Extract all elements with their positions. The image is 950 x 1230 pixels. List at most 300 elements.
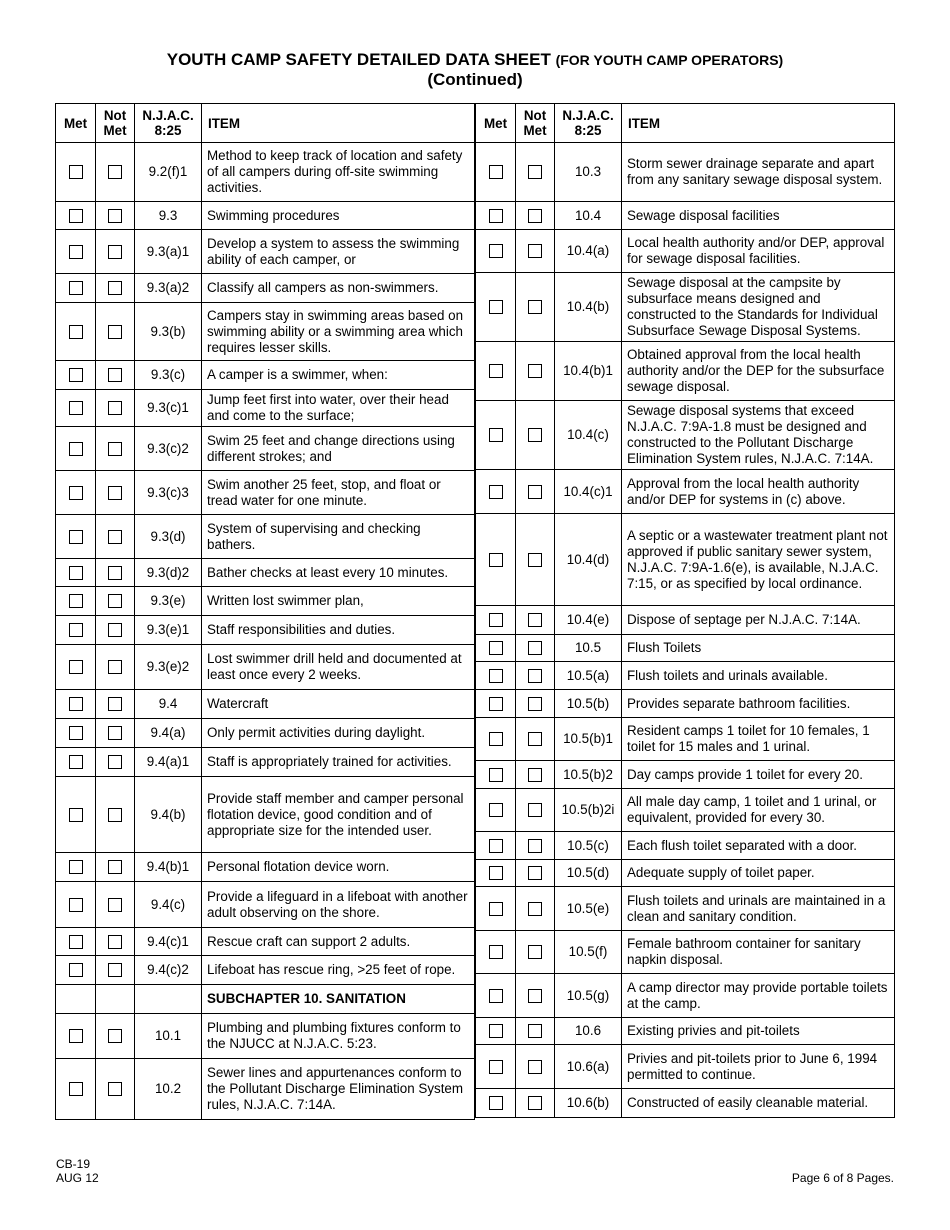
checklist-row	[476, 860, 895, 887]
met-checkbox[interactable]	[489, 732, 503, 746]
met-checkbox[interactable]	[69, 594, 83, 608]
code-cell: 10.4	[555, 202, 622, 230]
met-cell	[56, 559, 96, 587]
code-cell: 10.4(a)	[555, 230, 622, 273]
checklist-row	[56, 853, 475, 882]
checklist-row	[476, 789, 895, 832]
code-cell: 9.3(c)1	[135, 390, 202, 427]
not-met-cell	[96, 690, 135, 719]
met-checkbox[interactable]	[489, 989, 503, 1003]
met-checkbox[interactable]	[489, 669, 503, 683]
met-checkbox[interactable]	[69, 566, 83, 580]
code-header: N.J.A.C. 8:25	[135, 104, 202, 143]
met-checkbox[interactable]	[489, 613, 503, 627]
item-cell: Sewage disposal facilities	[622, 202, 895, 230]
met-checkbox[interactable]	[489, 768, 503, 782]
code-cell: 9.3(c)3	[135, 471, 202, 515]
met-cell	[56, 143, 96, 202]
not-met-checkbox[interactable]	[528, 732, 542, 746]
met-cell	[56, 928, 96, 956]
not-met-checkbox[interactable]	[108, 860, 122, 874]
code-cell: 9.3(d)2	[135, 559, 202, 587]
not-met-cell	[516, 1089, 555, 1118]
item-cell: Approval from the local health authority and/or DEP for systems in (c) above.	[622, 470, 895, 514]
met-cell	[476, 789, 516, 832]
item-cell: Obtained approval from the local health authority and/or the DEP for the subsurface sewage disposal.	[622, 342, 895, 401]
met-cell	[476, 887, 516, 931]
item-cell: Privies and pit-toilets prior to June 6, 1994 permitted to continue.	[622, 1045, 895, 1089]
not-met-checkbox[interactable]	[108, 486, 122, 500]
met-cell	[56, 587, 96, 616]
form-date: AUG 12	[56, 1171, 99, 1185]
not-met-cell	[516, 1018, 555, 1045]
item-cell: A septic or a wastewater treatment plant not approved if public sanitary sewer system, N.J.A.C. 7:9A-1.6(e), is available, N.J.A.C. 7:15, or as specified by local ordinance.	[622, 514, 895, 606]
met-checkbox[interactable]	[69, 623, 83, 637]
not-met-cell	[96, 274, 135, 303]
checklist-row	[56, 143, 475, 202]
not-met-checkbox[interactable]	[108, 623, 122, 637]
not-met-cell	[516, 761, 555, 789]
met-checkbox[interactable]	[69, 1082, 83, 1096]
code-cell: 10.4(d)	[555, 514, 622, 606]
item-cell: Campers stay in swimming areas based on swimming ability or a swimming area which requires lesser skills.	[202, 303, 475, 361]
not-met-checkbox[interactable]	[108, 1082, 122, 1096]
item-cell: Constructed of easily cleanable material.	[622, 1089, 895, 1118]
checklist-row	[56, 559, 475, 587]
met-checkbox[interactable]	[489, 300, 503, 314]
checklist-row	[56, 230, 475, 274]
not-met-cell	[96, 719, 135, 748]
met-checkbox[interactable]	[489, 485, 503, 499]
met-cell	[476, 761, 516, 789]
not-met-cell	[96, 390, 135, 427]
met-checkbox[interactable]	[489, 1060, 503, 1074]
not-met-cell	[516, 1045, 555, 1089]
code-cell: 10.6(b)	[555, 1089, 622, 1118]
item-cell: Swimming procedures	[202, 202, 475, 230]
met-checkbox[interactable]	[489, 1024, 503, 1038]
met-cell	[476, 342, 516, 401]
not-met-checkbox[interactable]	[108, 594, 122, 608]
code-cell: 9.3(e)	[135, 587, 202, 616]
not-met-cell	[96, 882, 135, 928]
not-met-checkbox[interactable]	[108, 281, 122, 295]
code-cell: 9.3(e)2	[135, 645, 202, 690]
not-met-cell	[516, 470, 555, 514]
met-checkbox[interactable]	[69, 165, 83, 179]
checklist-row	[476, 1089, 895, 1118]
not-met-checkbox[interactable]	[528, 1060, 542, 1074]
met-cell	[476, 202, 516, 230]
not-met-checkbox[interactable]	[528, 945, 542, 959]
not-met-checkbox[interactable]	[528, 428, 542, 442]
not-met-cell	[96, 471, 135, 515]
met-cell	[476, 1018, 516, 1045]
not-met-checkbox[interactable]	[108, 245, 122, 259]
met-cell	[56, 853, 96, 882]
item-cell: Adequate supply of toilet paper.	[622, 860, 895, 887]
checklist-row	[56, 1059, 475, 1120]
checklist-row	[56, 645, 475, 690]
title-continued: (Continued)	[427, 70, 523, 89]
checklist-row	[56, 748, 475, 777]
not-met-checkbox[interactable]	[528, 165, 542, 179]
item-cell: Flush Toilets	[622, 635, 895, 662]
met-checkbox[interactable]	[489, 902, 503, 916]
item-cell: Watercraft	[202, 690, 475, 719]
checklist-row	[476, 202, 895, 230]
not-met-cell	[516, 662, 555, 690]
met-checkbox[interactable]	[69, 898, 83, 912]
not-met-cell	[516, 401, 555, 470]
not-met-cell	[516, 202, 555, 230]
met-checkbox[interactable]	[489, 803, 503, 817]
not-met-checkbox[interactable]	[108, 697, 122, 711]
not-met-cell	[516, 789, 555, 832]
item-cell: Plumbing and plumbing fixtures conform to the NJUCC at N.J.A.C. 5:23.	[202, 1014, 475, 1059]
header-row	[476, 104, 895, 143]
met-checkbox[interactable]	[69, 860, 83, 874]
not-met-checkbox[interactable]	[528, 244, 542, 258]
met-checkbox[interactable]	[489, 697, 503, 711]
checklist-row	[56, 515, 475, 559]
code-cell: 9.3(e)1	[135, 616, 202, 645]
item-cell: Provides separate bathroom facilities.	[622, 690, 895, 718]
checklist-row	[476, 761, 895, 789]
not-met-checkbox[interactable]	[108, 165, 122, 179]
met-cell	[476, 718, 516, 761]
not-met-checkbox[interactable]	[108, 401, 122, 415]
header-row	[56, 104, 475, 143]
not-met-checkbox[interactable]	[528, 768, 542, 782]
not-met-checkbox[interactable]	[108, 1029, 122, 1043]
not-met-checkbox[interactable]	[528, 641, 542, 655]
code-cell: 10.5	[555, 635, 622, 662]
item-cell: Staff responsibilities and duties.	[202, 616, 475, 645]
met-cell	[476, 974, 516, 1018]
item-cell: Only permit activities during daylight.	[202, 719, 475, 748]
item-cell: A camp director may provide portable toilets at the camp.	[622, 974, 895, 1018]
code-cell: 10.3	[555, 143, 622, 202]
title-sub: (FOR YOUTH CAMP OPERATORS)	[555, 52, 784, 68]
met-checkbox[interactable]	[69, 726, 83, 740]
item-cell: Local health authority and/or DEP, approval for sewage disposal facilities.	[622, 230, 895, 273]
item-cell: Swim another 25 feet, stop, and float or tread water for one minute.	[202, 471, 475, 515]
checklist-row	[476, 887, 895, 931]
checklist-row	[476, 401, 895, 470]
met-checkbox[interactable]	[69, 401, 83, 415]
not-met-checkbox[interactable]	[108, 755, 122, 769]
not-met-checkbox[interactable]	[108, 808, 122, 822]
met-checkbox[interactable]	[69, 697, 83, 711]
code-cell: 10.5(d)	[555, 860, 622, 887]
item-cell: SUBCHAPTER 10. SANITATION	[202, 985, 475, 1014]
not-met-cell	[96, 427, 135, 471]
code-header: N.J.A.C. 8:25	[555, 104, 622, 143]
not-met-checkbox[interactable]	[528, 803, 542, 817]
item-cell: Day camps provide 1 toilet for every 20.	[622, 761, 895, 789]
item-cell: Existing privies and pit-toilets	[622, 1018, 895, 1045]
met-checkbox[interactable]	[69, 963, 83, 977]
met-header: Met	[56, 104, 96, 143]
code-cell: 9.3(b)	[135, 303, 202, 361]
not-met-checkbox[interactable]	[528, 1096, 542, 1110]
met-checkbox[interactable]	[69, 1029, 83, 1043]
not-met-checkbox[interactable]	[528, 553, 542, 567]
not-met-checkbox[interactable]	[108, 530, 122, 544]
not-met-checkbox[interactable]	[108, 660, 122, 674]
item-cell: Staff is appropriately trained for activities.	[202, 748, 475, 777]
not-met-checkbox[interactable]	[528, 364, 542, 378]
checklist-row	[476, 1018, 895, 1045]
met-checkbox[interactable]	[69, 486, 83, 500]
not-met-cell	[516, 230, 555, 273]
met-cell	[56, 274, 96, 303]
code-cell: 9.4(a)1	[135, 748, 202, 777]
code-cell: 9.4	[135, 690, 202, 719]
checklist-row	[476, 635, 895, 662]
not-met-cell	[516, 860, 555, 887]
not-met-cell	[96, 143, 135, 202]
not-met-checkbox[interactable]	[108, 566, 122, 580]
not-met-cell	[516, 342, 555, 401]
left-checklist-table	[55, 103, 475, 1120]
met-checkbox[interactable]	[489, 866, 503, 880]
not-met-cell	[96, 1059, 135, 1120]
item-header: ITEM	[622, 104, 895, 143]
item-cell: Sewer lines and appurtenances conform to the Pollutant Discharge Elimination System rules, N.J.A.C. 7:14A.	[202, 1059, 475, 1120]
code-cell: 9.4(a)	[135, 719, 202, 748]
checklist-row	[56, 616, 475, 645]
checklist-row	[56, 882, 475, 928]
met-cell	[476, 143, 516, 202]
checklist-row	[56, 1014, 475, 1059]
met-cell	[56, 985, 96, 1014]
not-met-checkbox[interactable]	[528, 697, 542, 711]
not-met-checkbox[interactable]	[108, 368, 122, 382]
not-met-checkbox[interactable]	[108, 935, 122, 949]
code-cell: 9.3(d)	[135, 515, 202, 559]
not-met-header: Not Met	[516, 104, 555, 143]
code-cell: 9.3(c)	[135, 361, 202, 390]
code-cell: 9.4(b)1	[135, 853, 202, 882]
not-met-cell	[96, 645, 135, 690]
item-cell: Dispose of septage per N.J.A.C. 7:14A.	[622, 606, 895, 635]
met-cell	[56, 645, 96, 690]
not-met-checkbox[interactable]	[108, 209, 122, 223]
item-cell: Flush toilets and urinals are maintained in a clean and sanitary condition.	[622, 887, 895, 931]
met-checkbox[interactable]	[489, 553, 503, 567]
code-cell: 9.2(f)1	[135, 143, 202, 202]
code-cell: 10.5(g)	[555, 974, 622, 1018]
checklist-row	[476, 230, 895, 273]
code-cell: 10.4(b)	[555, 273, 622, 342]
met-cell	[476, 832, 516, 860]
met-cell	[56, 882, 96, 928]
not-met-cell	[96, 303, 135, 361]
met-checkbox[interactable]	[69, 368, 83, 382]
checklist-row	[56, 690, 475, 719]
not-met-cell	[96, 748, 135, 777]
not-met-cell	[96, 230, 135, 274]
met-cell	[476, 931, 516, 974]
checklist-row	[476, 470, 895, 514]
checklist-row	[476, 690, 895, 718]
item-cell: Resident camps 1 toilet for 10 females, 1 toilet for 15 males and 1 urinal.	[622, 718, 895, 761]
checklist-row	[56, 587, 475, 616]
code-cell: 10.5(e)	[555, 887, 622, 931]
checklist-row	[56, 928, 475, 956]
code-cell: 9.4(b)	[135, 777, 202, 853]
code-cell: 10.6	[555, 1018, 622, 1045]
met-cell	[476, 514, 516, 606]
met-checkbox[interactable]	[489, 364, 503, 378]
not-met-cell	[516, 931, 555, 974]
met-cell	[476, 1045, 516, 1089]
met-checkbox[interactable]	[69, 245, 83, 259]
not-met-checkbox[interactable]	[108, 963, 122, 977]
not-met-checkbox[interactable]	[528, 989, 542, 1003]
not-met-checkbox[interactable]	[528, 839, 542, 853]
met-cell	[56, 427, 96, 471]
met-checkbox[interactable]	[489, 1096, 503, 1110]
left-rows	[56, 143, 475, 1120]
met-checkbox[interactable]	[489, 945, 503, 959]
met-checkbox[interactable]	[69, 209, 83, 223]
not-met-checkbox[interactable]	[528, 613, 542, 627]
met-checkbox[interactable]	[489, 839, 503, 853]
not-met-cell	[96, 928, 135, 956]
met-cell	[476, 606, 516, 635]
checklist-row	[476, 273, 895, 342]
met-checkbox[interactable]	[489, 641, 503, 655]
code-cell: 10.4(c)	[555, 401, 622, 470]
page-number: Page 6 of 8 Pages.	[791, 1171, 894, 1185]
met-cell	[476, 1089, 516, 1118]
item-cell: Lost swimmer drill held and documented at least once every 2 weeks.	[202, 645, 475, 690]
checklist-row	[476, 514, 895, 606]
item-cell: Female bathroom container for sanitary napkin disposal.	[622, 931, 895, 974]
met-cell	[476, 860, 516, 887]
not-met-cell	[516, 832, 555, 860]
title-main: YOUTH CAMP SAFETY DETAILED DATA SHEET	[166, 50, 551, 69]
not-met-cell	[516, 718, 555, 761]
met-checkbox[interactable]	[489, 165, 503, 179]
not-met-checkbox[interactable]	[108, 325, 122, 339]
met-cell	[476, 690, 516, 718]
item-header: ITEM	[202, 104, 475, 143]
code-cell: 10.4(e)	[555, 606, 622, 635]
met-cell	[476, 401, 516, 470]
checklist-row	[476, 931, 895, 974]
code-cell: 10.4(b)1	[555, 342, 622, 401]
right-rows	[476, 143, 895, 1118]
met-header: Met	[476, 104, 516, 143]
code-cell: 10.5(f)	[555, 931, 622, 974]
not-met-checkbox[interactable]	[108, 726, 122, 740]
code-cell: 9.3(a)2	[135, 274, 202, 303]
met-cell	[476, 662, 516, 690]
met-cell	[476, 273, 516, 342]
met-cell	[476, 230, 516, 273]
item-cell: System of supervising and checking bathers.	[202, 515, 475, 559]
met-checkbox[interactable]	[489, 428, 503, 442]
item-cell: Rescue craft can support 2 adults.	[202, 928, 475, 956]
met-checkbox[interactable]	[69, 660, 83, 674]
not-met-cell	[96, 361, 135, 390]
not-met-checkbox[interactable]	[528, 209, 542, 223]
code-cell: 10.5(c)	[555, 832, 622, 860]
not-met-checkbox[interactable]	[528, 902, 542, 916]
met-cell	[56, 616, 96, 645]
section-heading-row	[56, 985, 475, 1014]
not-met-checkbox[interactable]	[108, 442, 122, 456]
not-met-cell	[516, 635, 555, 662]
met-checkbox[interactable]	[69, 442, 83, 456]
not-met-checkbox[interactable]	[108, 898, 122, 912]
met-checkbox[interactable]	[489, 244, 503, 258]
not-met-checkbox[interactable]	[528, 300, 542, 314]
met-cell	[56, 719, 96, 748]
code-cell: 9.3	[135, 202, 202, 230]
code-cell: 9.4(c)	[135, 882, 202, 928]
not-met-checkbox[interactable]	[528, 866, 542, 880]
met-checkbox[interactable]	[69, 281, 83, 295]
met-checkbox[interactable]	[69, 325, 83, 339]
checklist-row	[56, 303, 475, 361]
code-cell: 10.6(a)	[555, 1045, 622, 1089]
checklist-row	[56, 361, 475, 390]
item-cell: Sewage disposal at the campsite by subsurface means designed and constructed to the Standards for Individual Subsurface Sewage Disposal Systems.	[622, 273, 895, 342]
checklist-row	[476, 662, 895, 690]
not-met-checkbox[interactable]	[528, 669, 542, 683]
not-met-cell	[516, 606, 555, 635]
met-checkbox[interactable]	[69, 530, 83, 544]
item-cell: Each flush toilet separated with a door.	[622, 832, 895, 860]
item-cell: Jump feet first into water, over their head and come to the surface;	[202, 390, 475, 427]
not-met-checkbox[interactable]	[528, 485, 542, 499]
not-met-cell	[96, 515, 135, 559]
not-met-cell	[96, 853, 135, 882]
met-cell	[476, 470, 516, 514]
item-cell: All male day camp, 1 toilet and 1 urinal, or equivalent, provided for every 30.	[622, 789, 895, 832]
not-met-cell	[96, 202, 135, 230]
item-cell: Provide a lifeguard in a lifeboat with another adult observing on the shore.	[202, 882, 475, 928]
checklist-row	[476, 606, 895, 635]
checklist-row	[476, 143, 895, 202]
form-footer	[56, 1157, 99, 1185]
met-checkbox[interactable]	[489, 209, 503, 223]
item-cell: Method to keep track of location and safety of all campers during off-site swimming activities.	[202, 143, 475, 202]
not-met-cell	[96, 777, 135, 853]
met-checkbox[interactable]	[69, 755, 83, 769]
met-cell	[476, 635, 516, 662]
met-checkbox[interactable]	[69, 935, 83, 949]
item-cell: A camper is a swimmer, when:	[202, 361, 475, 390]
code-cell: 10.2	[135, 1059, 202, 1120]
met-cell	[56, 777, 96, 853]
not-met-cell	[96, 956, 135, 985]
not-met-cell	[516, 514, 555, 606]
checklist-row	[476, 718, 895, 761]
met-cell	[56, 390, 96, 427]
item-cell: Personal flotation device worn.	[202, 853, 475, 882]
checklist-row	[476, 974, 895, 1018]
item-cell: Bather checks at least every 10 minutes.	[202, 559, 475, 587]
met-checkbox[interactable]	[69, 808, 83, 822]
checklist-row	[56, 471, 475, 515]
not-met-checkbox[interactable]	[528, 1024, 542, 1038]
